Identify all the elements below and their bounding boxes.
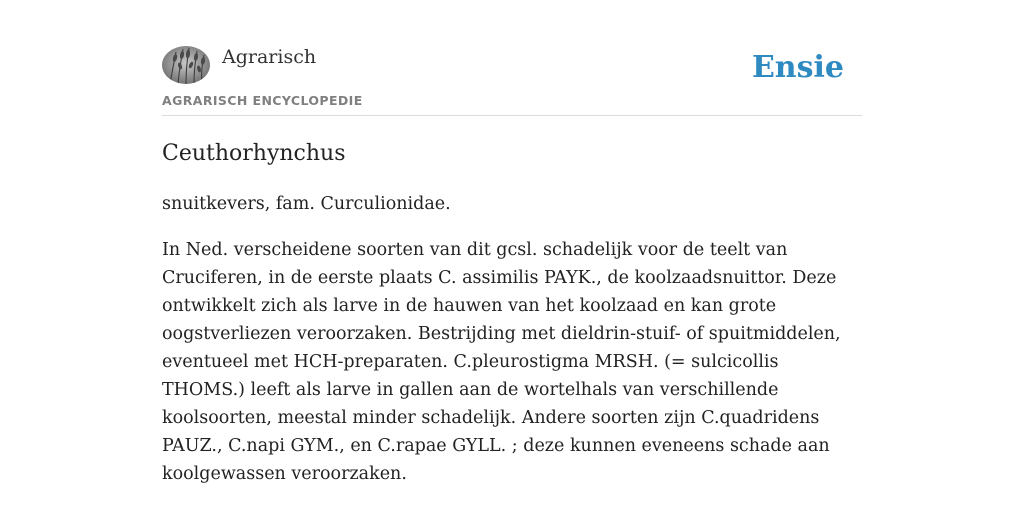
brand-subtitle: AGRARISCH ENCYCLOPEDIE — [162, 93, 363, 108]
article-paragraph: In Ned. verscheidene soorten van dit gcsl. schadelijk voor de teelt van Cruciferen, in de eerste plaats C. assimilis PAYK., de koolzaadsnuittor. Deze ontwikkelt zich als larve in de hauwen van het koolzaad en kan grote oogstverliezen veroorzaken. Bestrijding met dieldrin-stuif- of spuitmiddelen, eventueel met HCH-preparaten. C.pleurostigma MRSH. (= sulcicollis THOMS.) leeft als larve in gallen aan de wortelhals van verschillende koolsoorten, meestal minder schadelijk. Andere soorten zijn C.quadridens PAUZ., C.napi GYM., en C.rapae GYLL. ; deze kunnen eveneens schade aan koolgewassen veroorzaken. — [162, 240, 841, 484]
article — [162, 139, 862, 488]
site-logo[interactable]: Ensie — [751, 50, 844, 85]
article-paragraph: snuitkevers, fam. Curculionidae. — [162, 194, 451, 214]
wheat-ears-logo-icon[interactable] — [162, 46, 210, 84]
article-title: Ceuthorhynchus — [162, 141, 346, 166]
header-divider — [162, 115, 862, 116]
brand-name[interactable]: Agrarisch — [222, 46, 317, 68]
header — [162, 44, 862, 116]
